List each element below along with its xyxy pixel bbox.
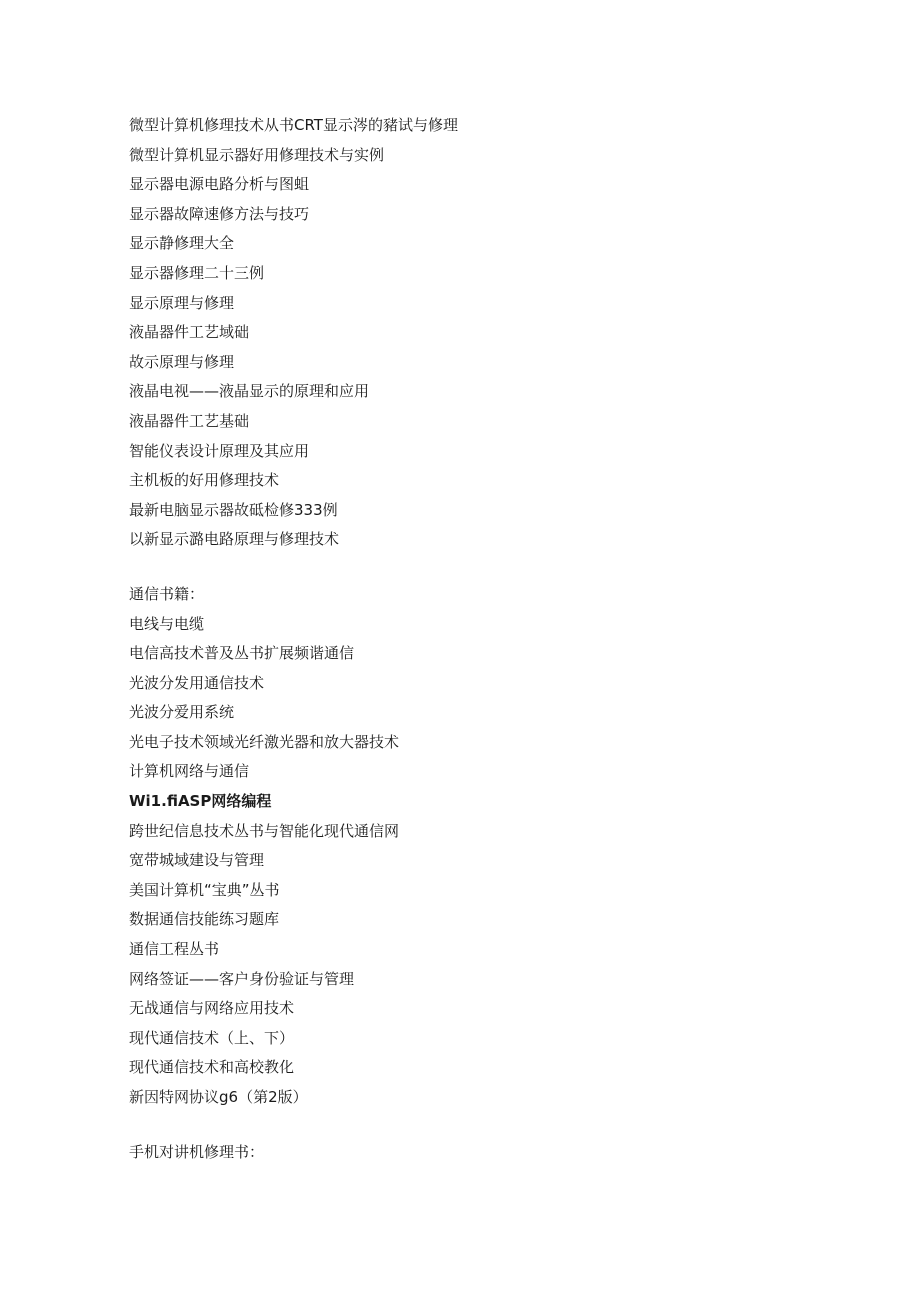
list-item: 显示原理与修理 [129, 293, 235, 312]
list-item: 计算机网络与通信 [129, 762, 250, 781]
list-item: 显示器修理二十三例 [129, 263, 265, 282]
list-item: 显示器故障速修方法与技巧 [129, 204, 310, 223]
list-item: 美国计算机“宝典”丛书 [129, 880, 280, 899]
list-item: 光波分发用通信技术 [129, 673, 265, 692]
list-item: 液晶电视——液晶显示的原理和应用 [129, 382, 370, 401]
list-item: 新因特网协议g6（第2版） [129, 1088, 308, 1106]
list-item: 通信工程丛书 [129, 940, 220, 959]
list-item: 智能仪表设计原理及其应用 [129, 441, 310, 460]
list-item: 跨世纪信息技术丛书与智能化现代通信网 [129, 821, 400, 840]
section-spacer [129, 555, 829, 580]
list-item: 光波分爱用系统 [129, 703, 235, 722]
list-item: 数据通信技能练习题库 [129, 910, 280, 929]
section-communication-books [129, 580, 829, 1113]
list-item: 微型计算机修理技术从书CRT显示涔的豬试与修理 [129, 116, 458, 134]
list-item: 显示器电源电路分析与图蛆 [129, 175, 310, 194]
section-heading: 通信书籍： [129, 584, 205, 603]
list-item: 无战通信与网络应用技术 [129, 999, 295, 1018]
section-spacer [129, 1113, 829, 1138]
list-item: 故示原理与修理 [129, 352, 235, 371]
list-item: 最新电脑显示器故砥检修333例 [129, 500, 338, 519]
list-item: Wi1.fiASP网络编程 [129, 792, 272, 811]
list-item: 液晶器件工艺基础 [129, 411, 250, 430]
list-item: 现代通信技术和高校教化 [129, 1058, 295, 1077]
list-item: 现代通信技术（上、下） [129, 1028, 295, 1047]
list-item: 液晶器件工艺域础 [129, 323, 250, 342]
list-item: 电线与电缆 [129, 614, 205, 633]
list-item: 网络签证——客户身份验证与管理 [129, 969, 355, 988]
list-item: 主机板的好用修理技术 [129, 471, 280, 490]
section-display-books [129, 111, 829, 555]
list-item: 电信高技术普及丛书扩展频谐通信 [129, 644, 355, 663]
list-item: 显示静修理大全 [129, 234, 235, 253]
list-item: 光电子技术领域光纤激光器和放大器技术 [129, 732, 400, 751]
section-heading: 手机对讲机修理书： [129, 1142, 265, 1161]
list-item: 以新显示潞电路原理与修理技术 [129, 530, 340, 549]
list-item: 宽带城域建设与管理 [129, 851, 265, 870]
book-list [129, 111, 829, 1167]
list-item: 微型计算机显示器好用修理技术与实例 [129, 145, 385, 164]
section-phone-repair-books [129, 1138, 829, 1168]
